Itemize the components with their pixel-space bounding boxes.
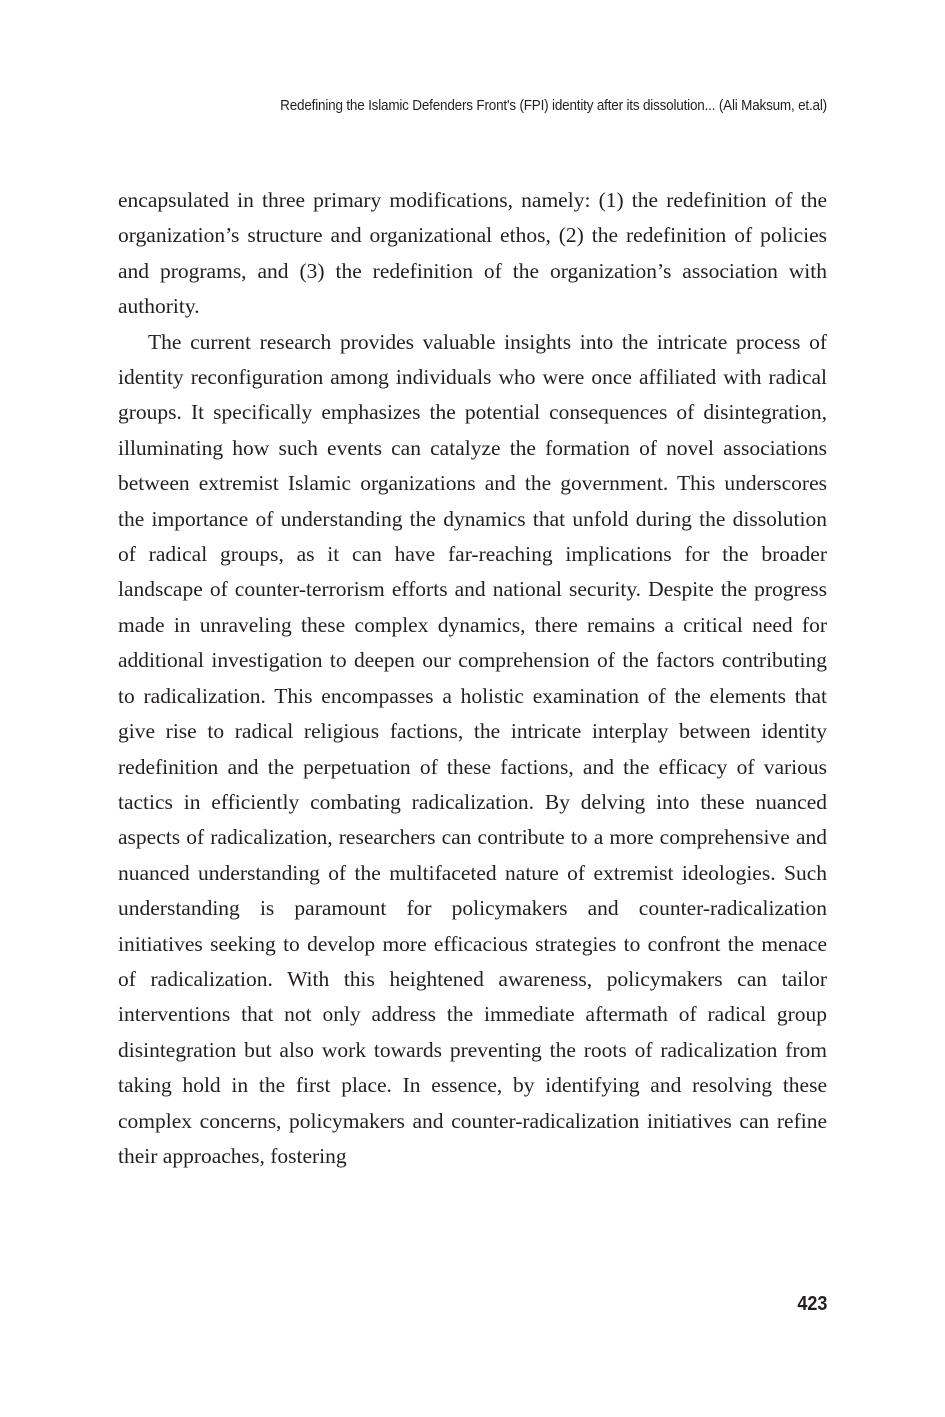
paragraph: The current research provides valuable insights into the intricate process of identity reconfiguration among individuals who were once affiliated with radical groups. It specifically emphasizes the potential consequences of disintegration, illuminating how such events can catalyze the formation of novel associations between extremist Islamic organizations and the government. This underscores the importance of understanding the dynamics that unfold during the dissolution of radical groups, as it can have far-reaching implications for the broader landscape of counter-terrorism efforts and national security. Despite the progress made in unraveling these complex dynamics, there remains a critical need for additional investigation to deepen our comprehension of the factors contributing to radicalization. This encompasses a holistic examination of the elements that give rise to radical religious factions, the intricate interplay between identity redefinition and the perpetuation of these factions, and the efficacy of various tactics in efficiently combating radicalization. By delving into these nuanced aspects of radicalization, researchers can contribute to a more comprehensive and nuanced understanding of the multifaceted nature of extremist ideologies. Such understanding is paramount for policymakers and counter-radicalization initiatives seeking to develop more efficacious strategies to confront the menace of radicalization. With this heightened awareness, policymakers can tailor interventions that not only address the immediate aftermath of radical group disintegration but also work towards preventing the roots of radicalization from taking hold in the first place. In essence, by identifying and resolving these complex concerns, policymakers and counter-radicalization initiatives can refine their approaches, fostering: [118, 329, 827, 1168]
body-text: [118, 183, 827, 1174]
page-number: 423: [796, 1293, 827, 1315]
paragraph-continued: encapsulated in three primary modifications, namely: (1) the redefinition of the organization’s structure and organizational ethos, (2) the redefinition of policies and programs, and (3) the redefinition of the organization’s association with authority.: [118, 188, 827, 319]
running-header: Redefining the Islamic Defenders Front's (FPI) identity after its dissolution... (Ali Maksum, et.al): [280, 98, 827, 114]
